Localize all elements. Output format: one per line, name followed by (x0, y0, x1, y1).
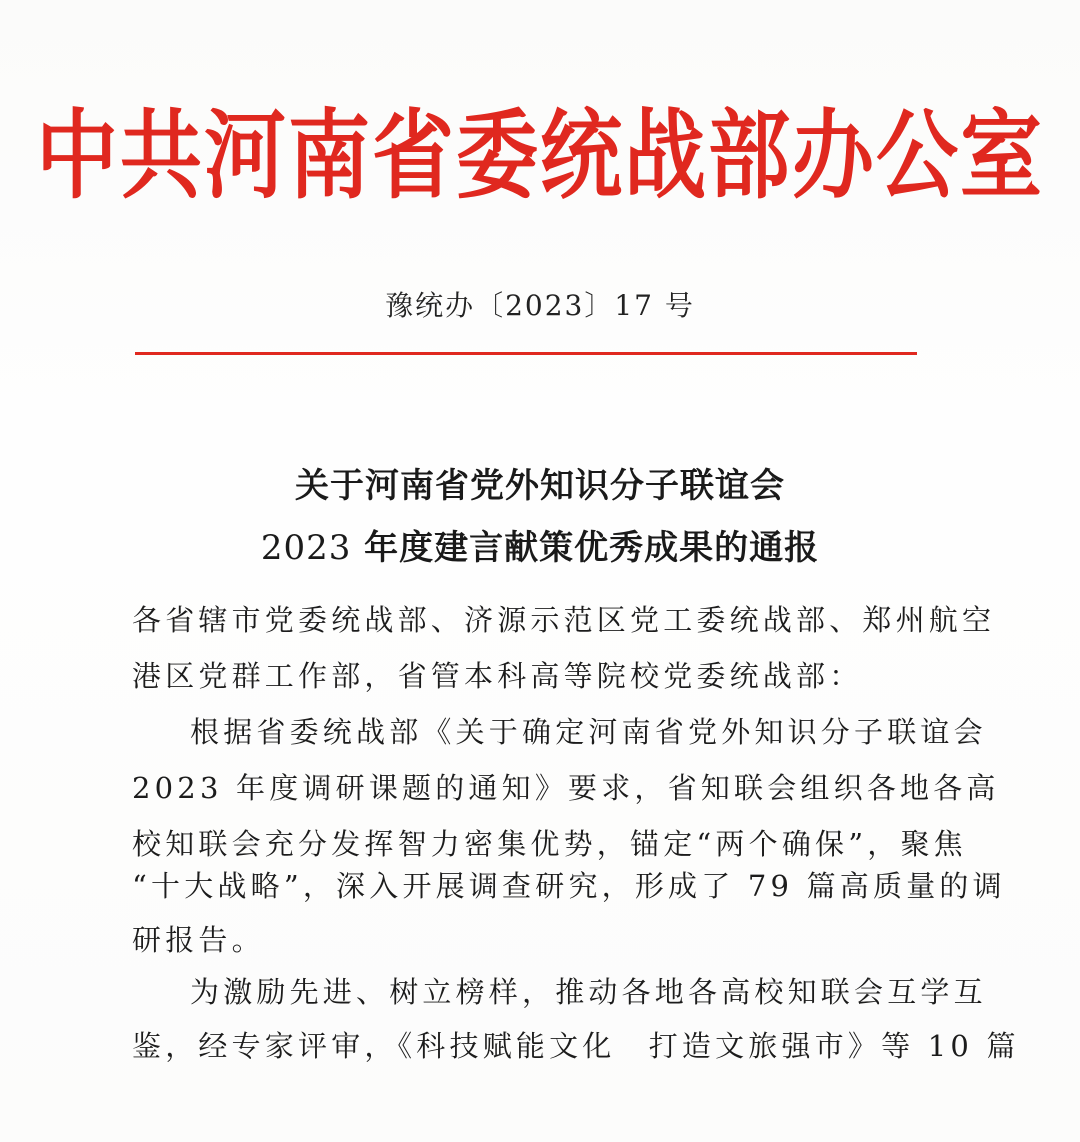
paragraph-1-line-2: 2023 年度调研课题的通知》要求，省知联会组织各地各高 (132, 771, 1000, 805)
paragraph-1-line-3: 校知联会充分发挥智力密集优势，锚定“两个确保”，聚焦 (132, 827, 967, 861)
document-title-line-1: 关于河南省党外知识分子联谊会 (295, 466, 785, 506)
title-line-2-text: 年度建言献策优秀成果的通报 (351, 528, 820, 568)
salutation-line-2: 港区党群工作部，省管本科高等院校党委统战部： (132, 659, 863, 693)
salutation-line-1: 各省辖市党委统战部、济源示范区党工委统战部、郑州航空 (132, 603, 996, 637)
document-number: 豫统办〔2023〕17 号 (385, 289, 695, 322)
title-year: 2023 (260, 528, 352, 568)
paragraph-1-line-1: 根据省委统战部《关于确定河南省党外知识分子联谊会 (190, 715, 987, 749)
paragraph-1-line-5: 研报告。 (132, 923, 265, 957)
issuer-masthead: 中共河南省委统战部办公室 (35, 100, 1044, 213)
paragraph-2-line-1: 为激励先进、树立榜样，推动各地各高校知联会互学互 (190, 975, 987, 1009)
red-divider-line (135, 352, 917, 355)
document-title-line-2 (0, 520, 1080, 569)
paragraph-1-line-4: “十大战略”，深入开展调查研究，形成了 79 篇高质量的调 (132, 869, 1006, 903)
paragraph-2-line-2: 鉴，经专家评审，《科技赋能文化 打造文旅强市》等 10 篇 (132, 1029, 1020, 1063)
